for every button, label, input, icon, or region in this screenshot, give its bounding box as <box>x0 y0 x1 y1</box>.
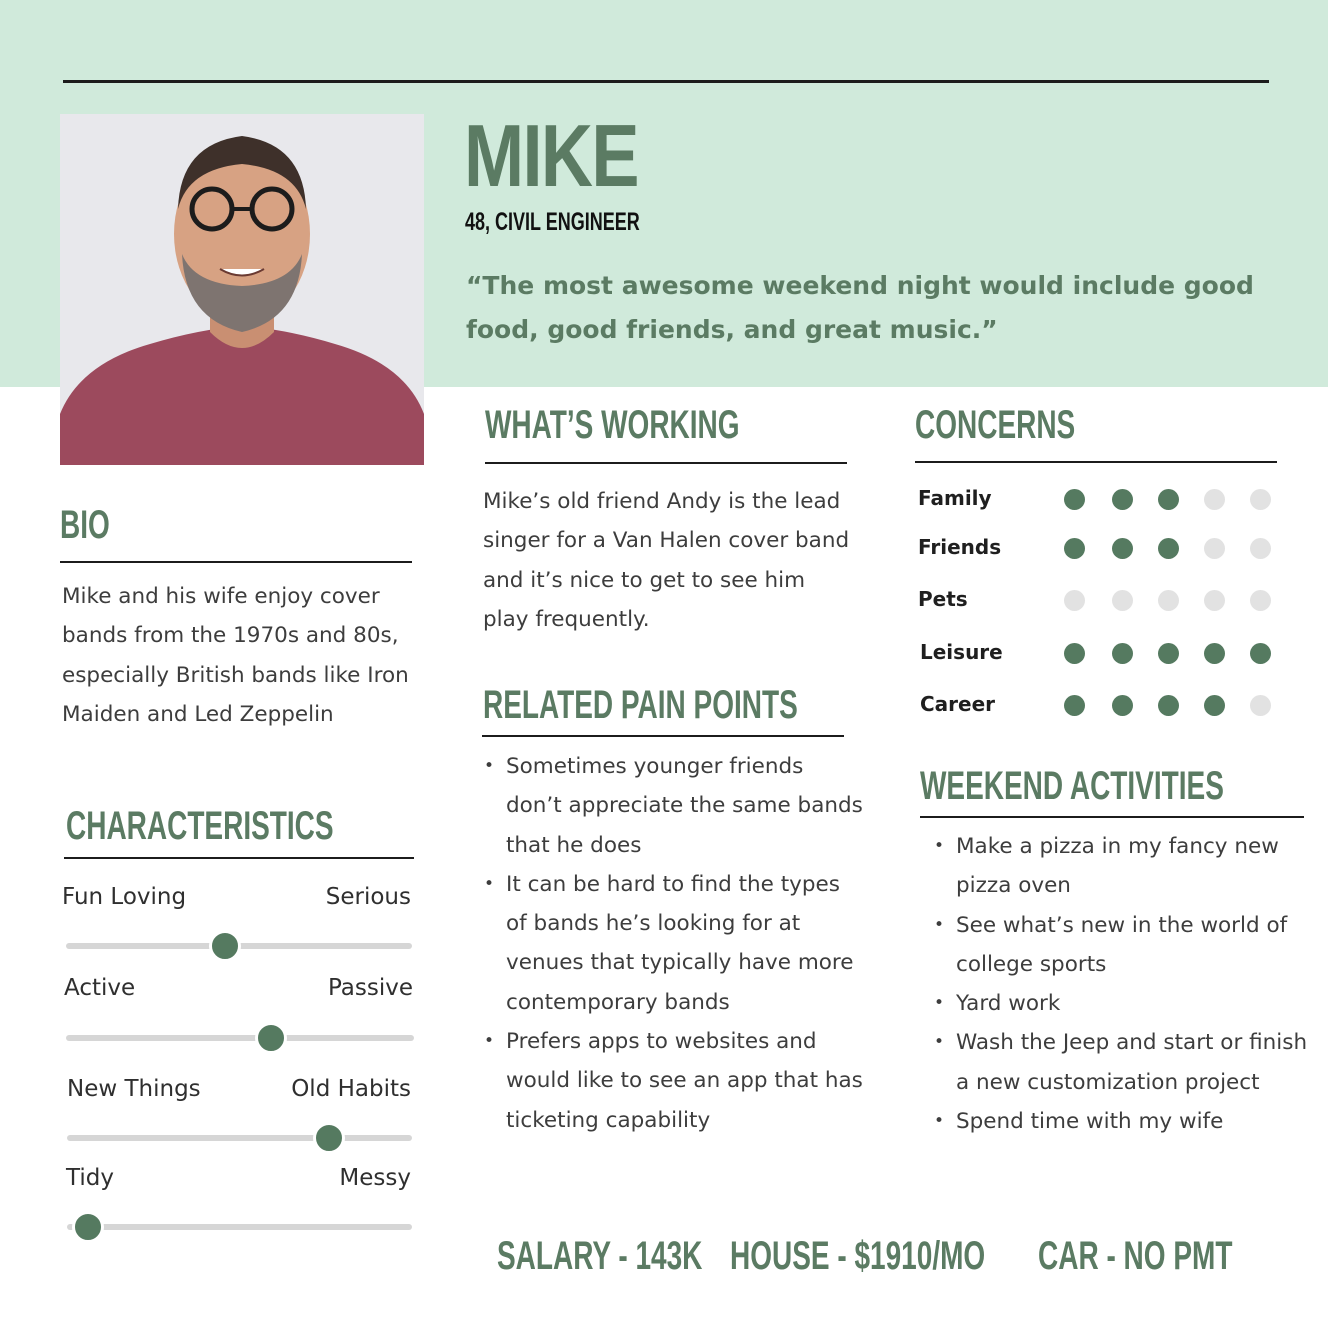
characteristics-heading: CHARACTERISTICS <box>66 804 334 848</box>
pain-points-heading: RELATED PAIN POINTS <box>483 683 798 727</box>
list-item: • It can be hard to find the types of bands he’s looking for at venues that typically have more contemporary bands <box>484 865 864 1022</box>
working-divider <box>485 462 847 464</box>
concern-label: Pets <box>918 587 968 611</box>
slider-left-label: Tidy <box>66 1165 114 1191</box>
list-item: • Spend time with my wife <box>934 1102 1314 1141</box>
rating-dot <box>1112 695 1133 716</box>
concerns-divider <box>915 461 1277 463</box>
persona-quote: “The most awesome weekend night would include good food, good friends, and great music.” <box>466 271 1254 344</box>
rating-dot <box>1112 538 1133 559</box>
list-item: • See what’s new in the world of college sports <box>934 906 1314 985</box>
rating-dot <box>1204 489 1225 510</box>
house-stat: HOUSE - $1910/MO <box>730 1234 986 1278</box>
rating-dot <box>1064 590 1085 611</box>
list-item: • Yard work <box>934 984 1314 1023</box>
rating-dot <box>1250 538 1271 559</box>
rating-dot <box>1204 538 1225 559</box>
slider-track[interactable] <box>67 1135 412 1141</box>
slider-knob[interactable] <box>255 1022 287 1054</box>
rating-dot <box>1204 695 1225 716</box>
weekend-list <box>934 827 1314 1141</box>
rating-dot <box>1158 695 1179 716</box>
bio-divider <box>60 561 412 563</box>
slider-left-label: New Things <box>67 1076 201 1102</box>
slider-right-label: Passive <box>327 975 413 1001</box>
concern-label: Family <box>918 486 992 510</box>
list-item: • Sometimes younger friends don’t appreciate the same bands that he does <box>484 747 864 865</box>
concern-label: Leisure <box>920 640 1003 664</box>
list-item: • Make a pizza in my fancy new pizza oven <box>934 827 1314 906</box>
rating-dot <box>1158 643 1179 664</box>
weekend-divider <box>920 816 1304 818</box>
rating-dot <box>1250 643 1271 664</box>
slider-right-label: Old Habits <box>291 1076 411 1102</box>
rating-dot <box>1064 643 1085 664</box>
rating-dot <box>1158 538 1179 559</box>
bio-heading: BIO <box>60 503 110 547</box>
rating-dot <box>1250 695 1271 716</box>
persona-photo <box>60 114 424 465</box>
rating-dot <box>1112 643 1133 664</box>
pain-points-divider <box>482 735 844 737</box>
slider-knob[interactable] <box>72 1211 104 1243</box>
car-stat: CAR - NO PMT <box>1038 1234 1233 1278</box>
rating-dot <box>1158 489 1179 510</box>
pain-points-list <box>484 747 864 1140</box>
slider-right-label: Serious <box>325 884 411 910</box>
rating-dot <box>1064 489 1085 510</box>
rating-dot <box>1064 695 1085 716</box>
concern-label: Friends <box>918 535 1002 559</box>
slider-left-label: Active <box>64 975 136 1001</box>
list-item: • Prefers apps to websites and would like to see an app that has ticketing capability <box>484 1022 864 1140</box>
rating-dot <box>1064 538 1085 559</box>
rating-dot <box>1204 590 1225 611</box>
working-heading: WHAT’S WORKING <box>485 403 740 447</box>
salary-stat: SALARY - 143K <box>497 1234 703 1278</box>
rating-dot <box>1250 590 1271 611</box>
slider-track[interactable] <box>66 1035 414 1041</box>
characteristics-divider <box>64 857 414 859</box>
rating-dot <box>1250 489 1271 510</box>
rating-dot <box>1158 590 1179 611</box>
slider-knob[interactable] <box>313 1122 345 1154</box>
weekend-heading: WEEKEND ACTIVITIES <box>920 764 1224 808</box>
slider-knob[interactable] <box>209 930 241 962</box>
concern-label: Career <box>920 692 996 716</box>
slider-track[interactable] <box>67 1224 412 1230</box>
bio-text: Mike and his wife enjoy cover bands from the 1970s and 80s, especially British bands like Iron Maiden and Led Zeppelin <box>62 584 409 727</box>
persona-subtitle: 48, CIVIL ENGINEER <box>465 208 640 236</box>
slider-left-label: Fun Loving <box>62 884 187 910</box>
header-divider <box>63 80 1269 83</box>
rating-dot <box>1204 643 1225 664</box>
list-item: • Wash the Jeep and start or finish a new customization project <box>934 1023 1314 1102</box>
slider-right-label: Messy <box>339 1165 411 1191</box>
rating-dot <box>1112 590 1133 611</box>
persona-name: MIKE <box>464 106 638 205</box>
working-text: Mike’s old friend Andy is the lead singer for a Van Halen cover band and it’s nice to get to see him play frequently. <box>483 489 850 632</box>
concerns-heading: CONCERNS <box>915 403 1076 447</box>
rating-dot <box>1112 489 1133 510</box>
